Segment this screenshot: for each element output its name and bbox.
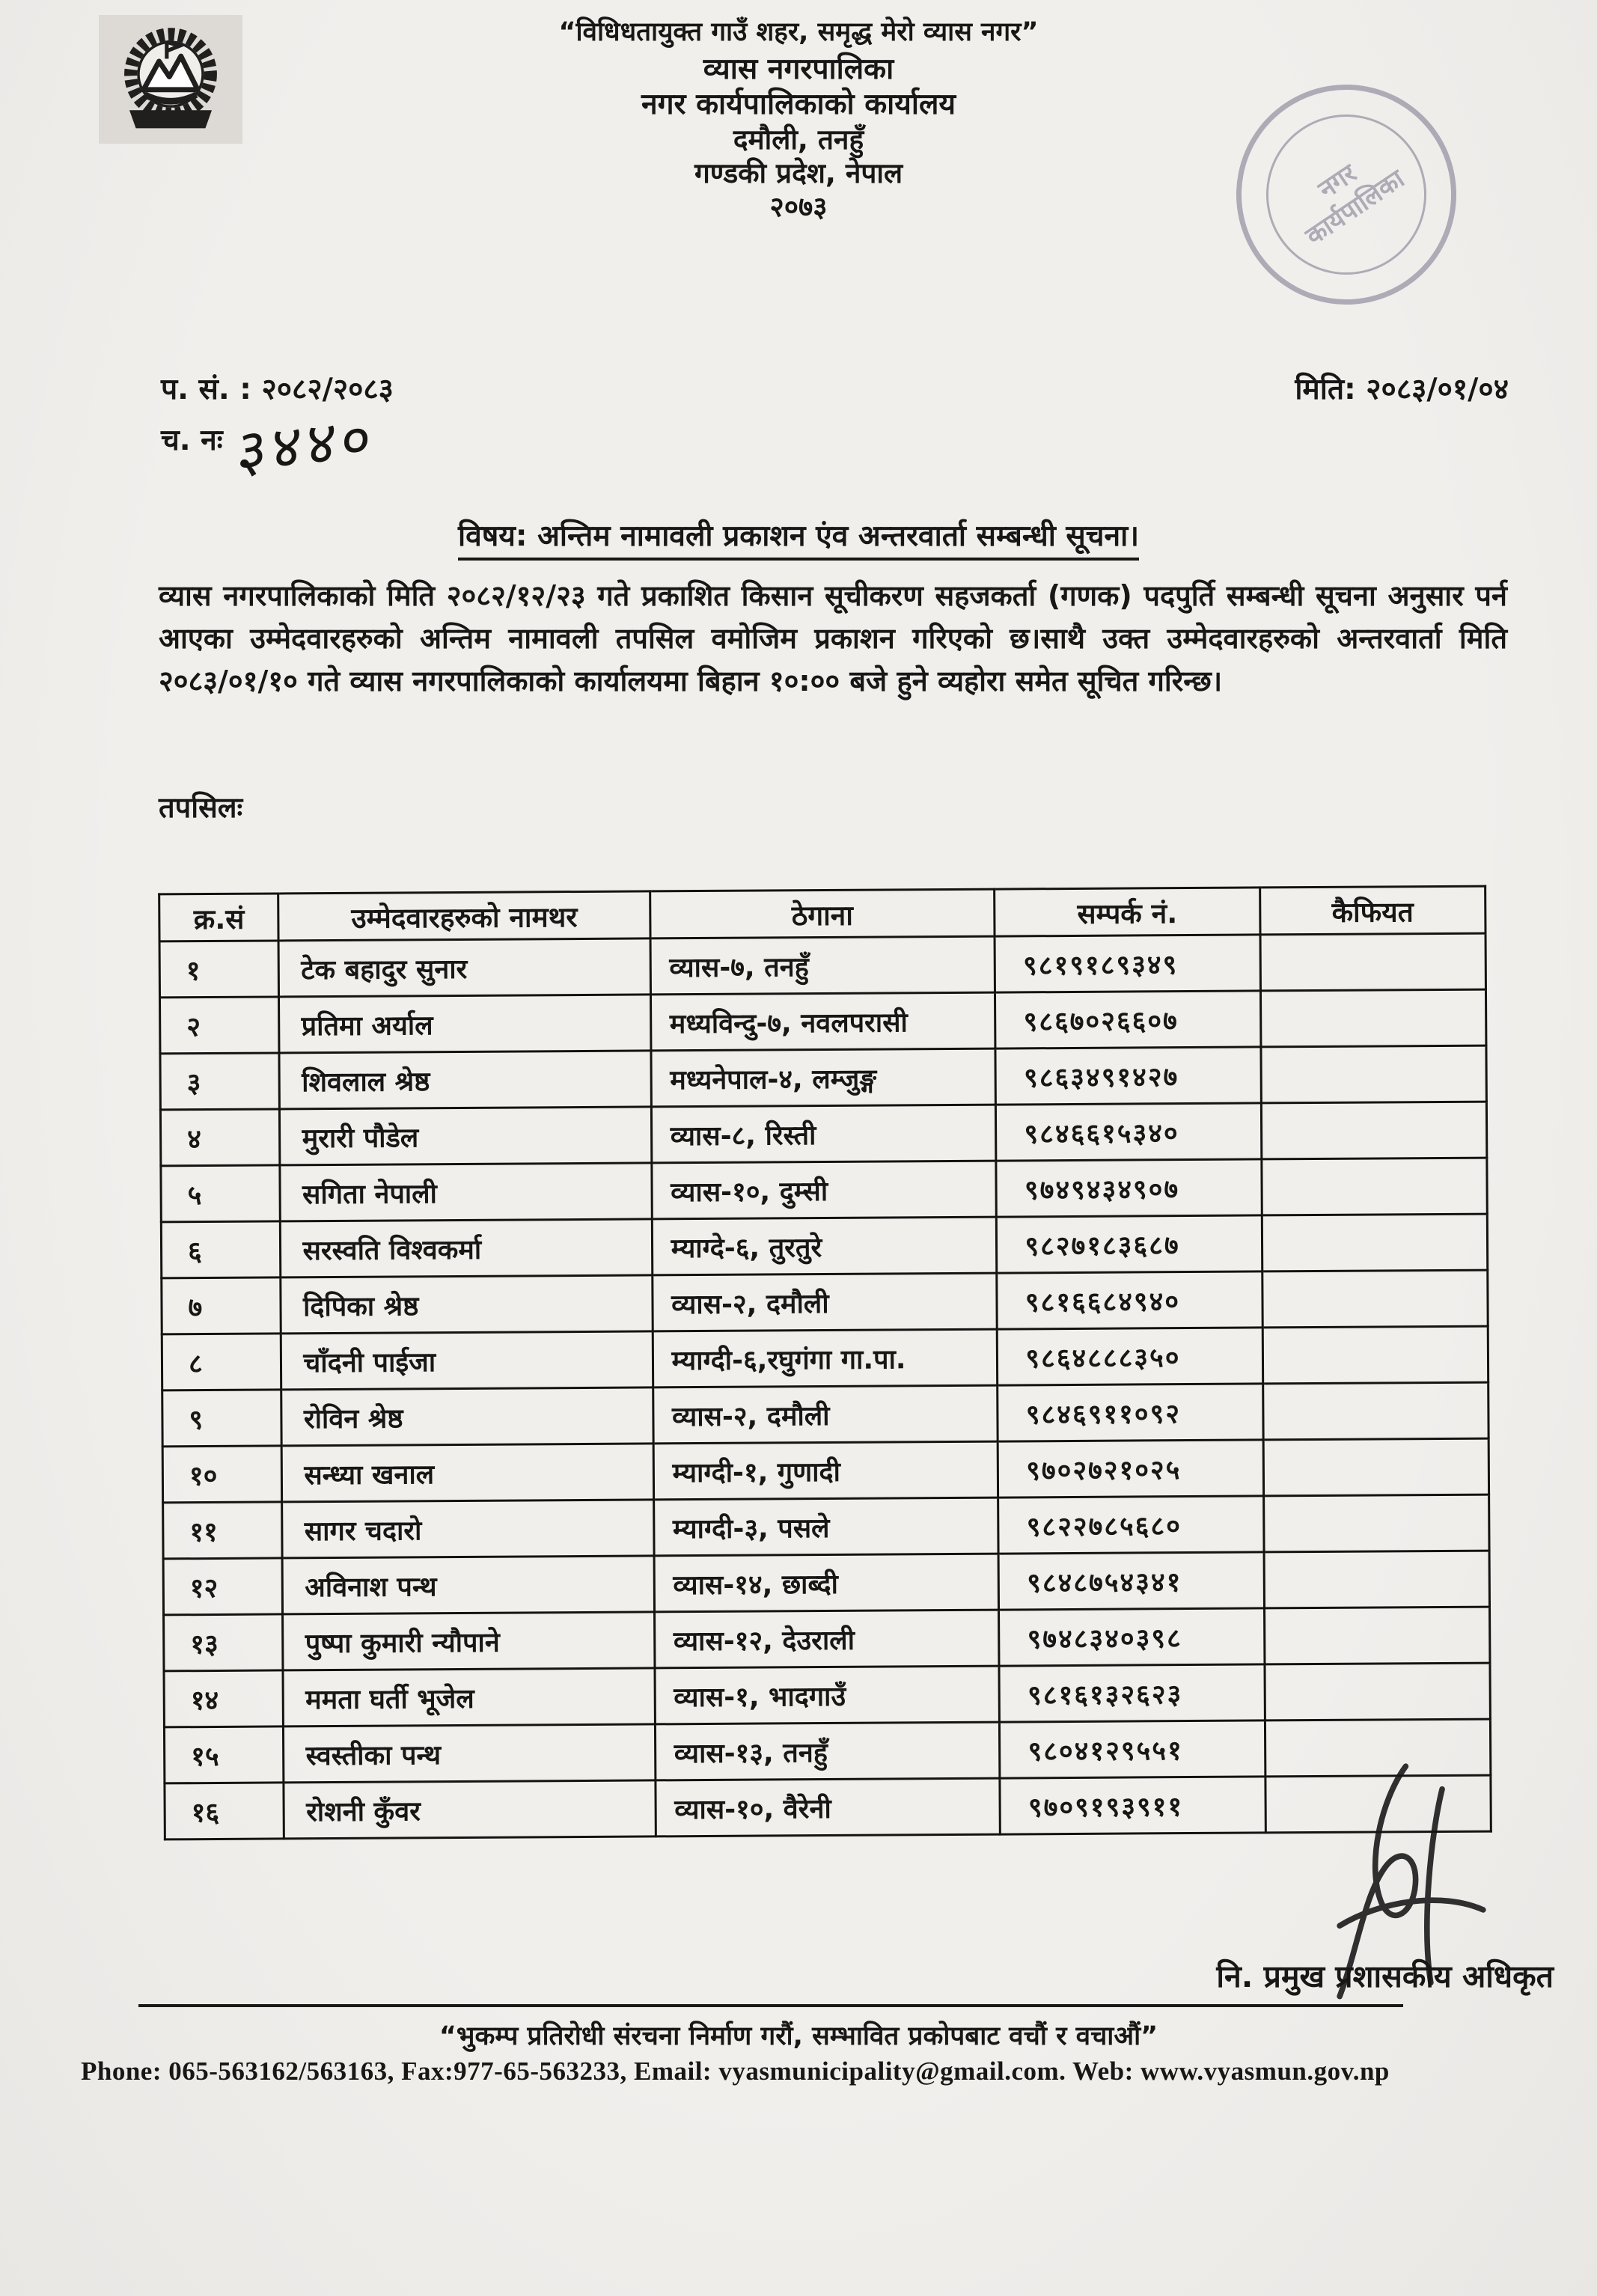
footer-contact-line: Phone: 065-563162/563163, Fax:977-65-563233, Email: vyasmunicipality@gmail.com. Web: www.vyasmun.gov.np	[81, 2057, 1390, 2086]
table-cell: व्यास-२, दमौली	[653, 1385, 998, 1444]
table-cell	[1262, 1214, 1488, 1271]
table-row	[162, 1270, 1488, 1334]
letterhead-province: गण्डकी प्रदेश, नेपाल	[694, 156, 903, 189]
table-cell: रोशनी कुँवर	[284, 1780, 656, 1839]
table-cell: शिवलाल श्रेष्ठ	[279, 1051, 651, 1109]
table-cell: व्यास-८, रिस्ती	[651, 1105, 996, 1163]
table-cell: ९७०९१९३९११	[1000, 1777, 1265, 1834]
table-cell: ९	[162, 1390, 282, 1447]
table-cell: सरस्वति विश्वकर्मा	[281, 1219, 653, 1277]
table-cell: व्यास-१०, दुम्सी	[651, 1161, 996, 1219]
table-cell: ९७४८३४०३९८	[999, 1608, 1265, 1666]
letterhead-org-name: व्यास नगरपालिका	[703, 52, 894, 86]
table-cell: १५	[164, 1726, 284, 1783]
table-row	[164, 1663, 1490, 1727]
table-cell: मध्यविन्दु-७, नवलपरासी	[650, 992, 995, 1051]
table-cell: १	[159, 941, 279, 998]
table-cell: म्याग्दे-६, तुरतुरे	[652, 1217, 997, 1275]
table-row	[161, 1214, 1487, 1278]
table-cell	[1264, 1551, 1490, 1608]
table-cell: ३	[160, 1053, 280, 1110]
table-cell: १०	[162, 1446, 282, 1503]
table-cell: ९८१९१८९३४९	[995, 935, 1260, 992]
table-cell: सगिता नेपाली	[280, 1163, 652, 1221]
table-row	[163, 1551, 1489, 1615]
table-cell: व्यास-२, दमौली	[652, 1273, 997, 1331]
table-cell: व्यास-१३, तनहुँ	[655, 1722, 1000, 1780]
table-cell: सन्ध्या खनाल	[282, 1444, 654, 1502]
table-cell: व्यास-७, तनहुँ	[650, 936, 995, 995]
table-cell: म्याग्दी-६,रघुगंगा गा.पा.	[653, 1329, 998, 1387]
table-cell: ९८२२७८५६८०	[998, 1496, 1264, 1554]
table-cell: रोविन श्रेष्ठ	[281, 1387, 653, 1446]
table-cell: ४	[160, 1109, 280, 1166]
table-cell: ९७०२७२१०२५	[998, 1440, 1263, 1497]
col-address: ठेगाना	[650, 889, 995, 938]
table-cell: व्यास-१२, देउराली	[654, 1610, 999, 1668]
footer-divider	[138, 2004, 1403, 2007]
table-cell: चाँदनी पाईजा	[281, 1331, 653, 1390]
table-cell: ७	[162, 1277, 281, 1334]
table-cell: सागर चदारो	[282, 1500, 654, 1558]
candidate-table	[158, 885, 1492, 1841]
table-row	[162, 1438, 1488, 1503]
table-cell	[1264, 1607, 1490, 1664]
col-serial-number: क्र.सं	[159, 894, 279, 941]
chalani-number-handwritten: ३४४०	[235, 403, 377, 487]
table-row	[160, 1102, 1486, 1166]
table-row	[160, 989, 1486, 1054]
table-cell: दिपिका श्रेष्ठ	[281, 1275, 653, 1334]
ref-number: प. सं. : २०८२/२०८३	[161, 373, 394, 406]
table-cell: टेक बहादुर सुनार	[279, 938, 651, 997]
table-cell: ९८१६६८४९४०	[997, 1271, 1262, 1329]
table-cell	[1261, 1102, 1487, 1159]
subject-line: विषय: अन्तिम नामावली प्रकाशन एंव अन्तरवार्ता सम्बन्धी सूचना।	[458, 519, 1139, 561]
table-cell	[1262, 1270, 1488, 1328]
table-cell: ९८४६६१५३४०	[996, 1103, 1262, 1161]
table-cell: ११	[163, 1502, 283, 1559]
letterhead-office: नगर कार्यपालिकाको कार्यालय	[641, 88, 956, 122]
table-cell	[1262, 1158, 1488, 1215]
letter-date: मिति: २०८३/०१/०४	[1295, 373, 1509, 406]
table-row	[160, 1045, 1486, 1110]
table-cell: ६	[161, 1221, 281, 1278]
candidate-table-head	[159, 886, 1485, 941]
table-cell: प्रतिमा अर्याल	[279, 995, 651, 1053]
table-cell	[1262, 1326, 1488, 1384]
letterhead-place: दमौली, तनहुँ	[733, 123, 864, 156]
reference-row	[161, 368, 1509, 408]
table-cell: ९८६४८८८३५०	[998, 1328, 1263, 1385]
letterhead-year: २०७३	[769, 191, 828, 224]
table-cell	[1262, 1382, 1488, 1440]
table-cell: पुष्पा कुमारी न्यौपाने	[283, 1612, 655, 1670]
footer-slogan: “भुकम्प प्रतिरोधी संरचना निर्माण गरौं, सम्भावित प्रकोपबाट वचौं र वचाऔं”	[439, 2021, 1158, 2051]
table-cell	[1261, 1045, 1487, 1103]
table-header-row	[159, 886, 1485, 941]
table-cell: ९८४८७५४३४१	[998, 1552, 1264, 1610]
table-cell: ९८४६९११०९२	[998, 1384, 1263, 1441]
col-contact-number: सम्पर्क नं.	[995, 888, 1260, 936]
tapasil-label: तपसिलः	[159, 791, 243, 824]
table-cell: व्यास-१०, वैरेनी	[656, 1778, 1001, 1837]
chalani-label: च. नः	[161, 424, 223, 457]
table-cell: व्यास-१४, छाब्दी	[654, 1554, 999, 1612]
table-cell: ममता घर्ती भूजेल	[283, 1668, 655, 1726]
table-row	[159, 933, 1485, 998]
table-cell: २	[160, 997, 280, 1054]
table-row	[163, 1494, 1489, 1559]
letterhead	[0, 16, 1597, 224]
table-cell: ९८६३४९१४२७	[995, 1047, 1261, 1105]
chalani-row	[161, 403, 377, 487]
signatory-title: नि. प्रमुख प्रशासकीय अधिकृत	[1216, 1958, 1554, 1994]
table-cell: अविनाश पन्थ	[283, 1556, 655, 1614]
body-paragraph: व्यास नगरपालिकाको मिति २०८२/१२/२३ गते प्रकाशित किसान सूचीकरण सहजकर्ता (गणक) पदपुर्ति सम्बन्धी सूचना अनुसार पर्न आएका उम्मेदवारहरुको अन्तिम नामावली तपसिल वमोजिम प्रकाशन गरिएको छ।साथै उक्त उम्मेदवारहरुको अन्तरवार्ता मिति २०८३/०१/१० गते व्यास नगरपालिकाको कार्यालयमा बिहान १०:०० बजे हुने व्यहोरा समेत सूचित गरिन्छ।	[159, 579, 1507, 697]
table-cell: मध्यनेपाल-४, लम्जुङ्ग	[651, 1048, 996, 1107]
table-cell: ९८०४१२९५५१	[1000, 1721, 1265, 1778]
table-cell: ९८६७०२६६०७	[995, 991, 1261, 1048]
table-cell: १२	[163, 1558, 283, 1615]
table-cell: १६	[165, 1783, 284, 1839]
table-cell: स्वस्तीका पन्थ	[284, 1724, 656, 1783]
table-row	[161, 1158, 1487, 1222]
table-row	[162, 1326, 1488, 1390]
candidate-table-body	[159, 933, 1491, 1839]
table-cell: ८	[162, 1334, 281, 1390]
table-cell	[1260, 989, 1486, 1047]
table-cell: ९८२७१८३६८७	[997, 1215, 1262, 1273]
table-cell: म्याग्दी-१, गुणादी	[653, 1441, 998, 1500]
table-row	[164, 1607, 1490, 1671]
table-cell: १३	[164, 1614, 284, 1671]
col-remarks: कैफियत	[1259, 886, 1485, 935]
table-cell: ५	[161, 1165, 281, 1222]
table-row	[162, 1382, 1488, 1447]
table-cell: १४	[164, 1670, 284, 1727]
table-cell: व्यास-१, भादगाउँ	[655, 1666, 1000, 1724]
table-cell: म्याग्दी-३, पसले	[653, 1497, 998, 1556]
col-candidate-name: उम्मेदवारहरुको नामथर	[278, 891, 650, 941]
letterhead-motto: “विधिधतायुक्त गाउँ शहर, समृद्ध मेरो व्यास नगर”	[558, 17, 1039, 47]
table-cell: मुरारी पौडेल	[280, 1107, 652, 1165]
table-cell: ९८१६१३२६२३	[999, 1664, 1265, 1722]
table-cell	[1263, 1438, 1489, 1496]
table-cell	[1263, 1494, 1489, 1552]
table-cell: ९७४९४३४९०७	[996, 1159, 1262, 1217]
table-cell	[1265, 1663, 1491, 1721]
subject-row	[0, 515, 1597, 555]
table-cell	[1260, 933, 1486, 991]
stamp-text: नगर कार्यपालिका	[1300, 158, 1410, 251]
